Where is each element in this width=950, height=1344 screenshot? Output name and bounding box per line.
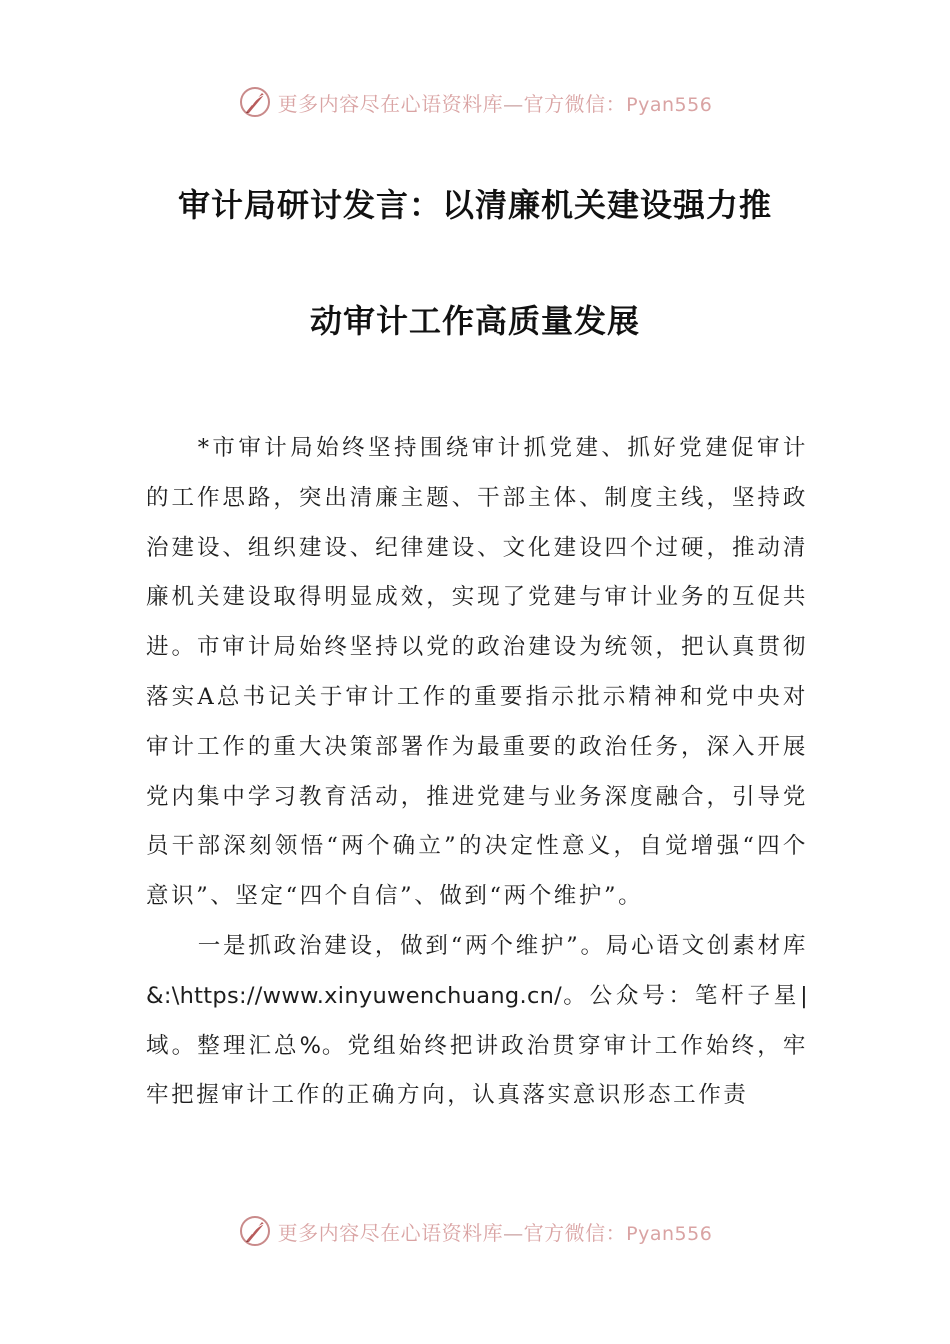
watermark-text: 更多内容尽在心语资料库—官方微信：Pyan556 [277, 1220, 713, 1245]
quill-pen-logo-icon [238, 1214, 272, 1248]
wechat-id: Pyan556 [626, 1222, 713, 1245]
quill-pen-logo-icon [238, 85, 272, 119]
document-title-line-1: 审计局研讨发言：以清廉机关建设强力推 [177, 186, 772, 224]
body-paragraph-1: *市审计局始终坚持围绕审计抓党建、抓好党建促审计的工作思路，突出清廉主题、干部主体、制度主线，坚持政治建设、组织建设、纪律建设、文化建设四个过硬，推动清廉机关建设取得明显成效，实现了党建与审计业务的互促共进。市审计局始终坚持以党的政治建设为统领，把认真贯彻落实A总书记关于审计工作的重要指示批示精神和党中央对审计工作的重大决策部署作为最重要的政治任务，深入开展党内集中学习教育活动，推进党建与业务深度融合，引导党员干部深刻领悟“两个确立”的决定性意义，自觉增强“四个意识”、坚定“四个自信”、做到“两个维护”。 [146, 435, 808, 910]
document-title-line-2: 动审计工作高质量发展 [309, 302, 640, 340]
document-body [146, 424, 808, 1121]
source-url: \https://www.xinyuwenchuang.cn/ [171, 982, 563, 1009]
body-paragraph-2: 一是抓政治建设，做到“两个维护”。局心语文创素材库&:\https://www.xinyuwenchuang.cn/。公众号：笔杆子星|域。整理汇总%。党组始终把讲政治贯穿审计工作始终，牢牢把握审计工作的正确方向，认真落实意识形态工作责 [146, 932, 808, 1109]
watermark-text: 更多内容尽在心语资料库—官方微信：Pyan556 [277, 91, 713, 116]
wechat-id: Pyan556 [626, 93, 713, 116]
watermark-banner-top [0, 82, 950, 122]
watermark-banner-bottom [0, 1211, 950, 1251]
